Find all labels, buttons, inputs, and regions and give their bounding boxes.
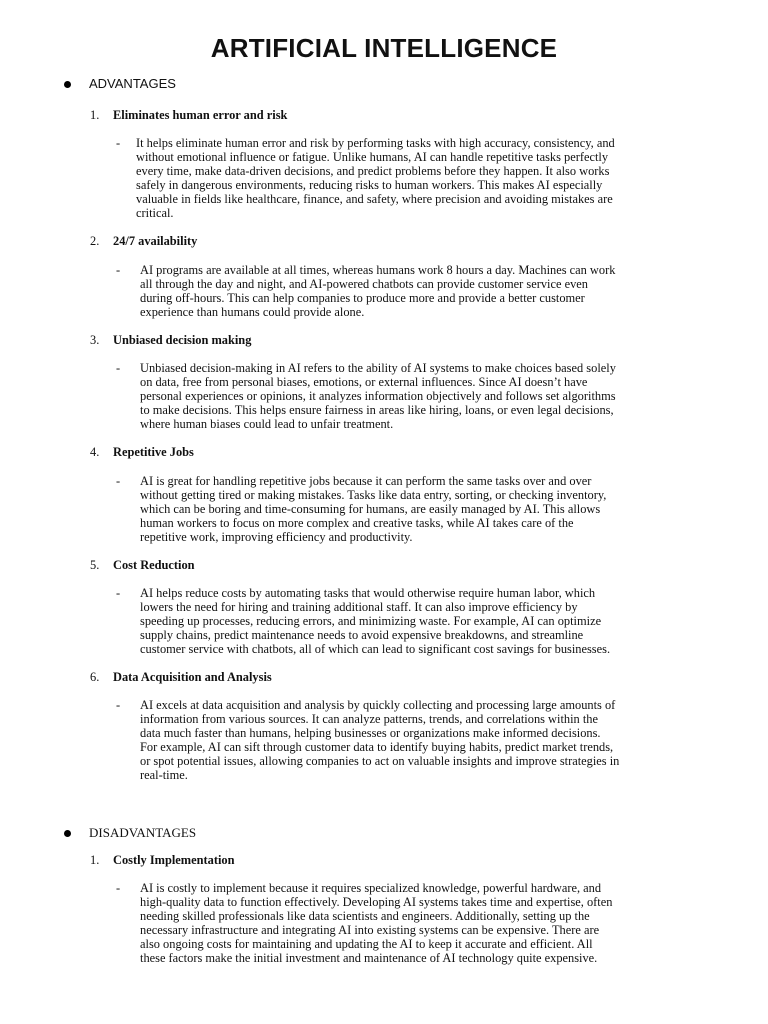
paragraph-text: Unbiased decision-making in AI refers to the ability of AI systems to make choices based solely on data, free from personal biases, emotions, or external influences. Since AI doesn’t have personal experiences or opinions, it analyzes information objectively and follows set algorithms to make decisions. This helps ensure fairness in areas like hiring, loans, or even legal decisions, where human biases could lead to unfair treatment. — [140, 361, 616, 432]
item-heading: Costly Implementation — [113, 853, 235, 867]
advantage-item-4-heading — [90, 445, 194, 460]
advantage-item-6-paragraph — [116, 698, 726, 783]
advantages-section — [64, 76, 176, 91]
item-heading: Data Acquisition and Analysis — [113, 670, 272, 684]
item-number: 3. — [90, 333, 100, 347]
item-number: 1. — [90, 108, 100, 122]
dash-marker: - — [116, 136, 121, 150]
disadvantages-section — [64, 825, 196, 841]
paragraph-text: AI helps reduce costs by automating tasks that would otherwise require human labor, which lowers the need for hiring and training additional staff. It can also improve efficiency by speeding up processes, reducing errors, and minimizing waste. For example, AI can optimize supply chains, predict maintenance needs to avoid expensive breakdowns, and streamline customer service with chatbots, all of which can lead to significant cost savings for businesses. — [140, 586, 611, 657]
advantage-item-1-paragraph — [116, 136, 726, 221]
dash-marker: - — [116, 361, 121, 375]
paragraph-text: AI is costly to implement because it requires specialized knowledge, powerful hardware, and high-quality data to function effectively. Developing AI systems takes time and expertise, often needing skilled professionals like data scientists and engineers. Additionally, setting up the necessary infrastructure and integrating AI into existing systems can be expensive. There are also ongoing costs for maintaining and updating the AI to keep it accurate and efficient. All these factors make the initial investment and maintenance of AI technology quite expensive. — [140, 881, 613, 966]
advantage-item-2-heading — [90, 234, 197, 249]
item-heading: Cost Reduction — [113, 558, 195, 572]
item-heading: Eliminates human error and risk — [113, 108, 288, 122]
advantage-item-4-paragraph — [116, 474, 726, 544]
advantage-item-3-paragraph — [116, 361, 726, 431]
item-number: 5. — [90, 558, 100, 572]
disadvantages-heading — [64, 825, 196, 841]
paragraph-text: It helps eliminate human error and risk by performing tasks with high accuracy, consistency, and without emotional influence or fatigue. Unlike humans, AI can handle repetitive tasks perfectly every time, make data-driven decisions, and predict problems before they happen. It also works safely in dangerous environments, reducing risks to human workers. This makes AI especially valuable in fields like healthcare, finance, and safety, where precision and avoiding mistakes are critical. — [136, 136, 615, 221]
disadvantage-item-1-paragraph — [116, 881, 726, 966]
paragraph-text: AI is great for handling repetitive jobs because it can perform the same tasks over and over without getting tired or making mistakes. Tasks like data entry, sorting, or checking inventory, which can be boring and time-consuming for humans, are easily managed by AI. This allows human workers to focus on more complex and creative tasks, while AI takes care of the repetitive work, improving efficiency and productivity. — [140, 474, 607, 545]
advantage-item-3-heading — [90, 333, 251, 348]
advantages-label: ADVANTAGES — [89, 76, 176, 91]
item-number: 4. — [90, 445, 100, 459]
item-heading: Unbiased decision making — [113, 333, 252, 347]
item-number: 2. — [90, 234, 100, 248]
disadvantage-item-1-heading — [90, 853, 235, 868]
item-number: 6. — [90, 670, 100, 684]
dash-marker: - — [116, 698, 121, 712]
advantage-item-1-heading — [90, 108, 287, 123]
advantages-heading — [64, 76, 176, 91]
item-heading: 24/7 availability — [113, 234, 198, 248]
advantage-item-5-heading — [90, 558, 195, 573]
bullet-icon — [64, 81, 71, 88]
dash-marker: - — [116, 881, 121, 895]
advantage-item-5-paragraph — [116, 586, 726, 656]
dash-marker: - — [116, 586, 121, 600]
dash-marker: - — [116, 474, 121, 488]
disadvantages-label: DISADVANTAGES — [89, 825, 197, 840]
paragraph-text: AI programs are available at all times, whereas humans work 8 hours a day. Machines can work all through the day and night, and AI-powered chatbots can provide customer service even during off-hours. This can help companies to produce more and provide a better customer experience than humans could provide alone. — [140, 263, 616, 320]
item-heading: Repetitive Jobs — [113, 445, 194, 459]
dash-marker: - — [116, 263, 121, 277]
page-title: ARTIFICIAL INTELLIGENCE — [210, 33, 558, 63]
item-number: 1. — [90, 853, 100, 867]
advantage-item-2-paragraph — [116, 263, 726, 319]
bullet-icon — [64, 830, 71, 837]
paragraph-text: AI excels at data acquisition and analysis by quickly collecting and processing large amounts of information from various sources. It can analyze patterns, trends, and correlations within the data much faster than humans, helping businesses or organizations make informed decisions. For example, AI can sift through customer data to identify buying habits, predict market trends, or spot potential issues, allowing companies to act on valuable insights and improve strategies in real-time. — [140, 698, 620, 783]
advantage-item-6-heading — [90, 670, 272, 685]
